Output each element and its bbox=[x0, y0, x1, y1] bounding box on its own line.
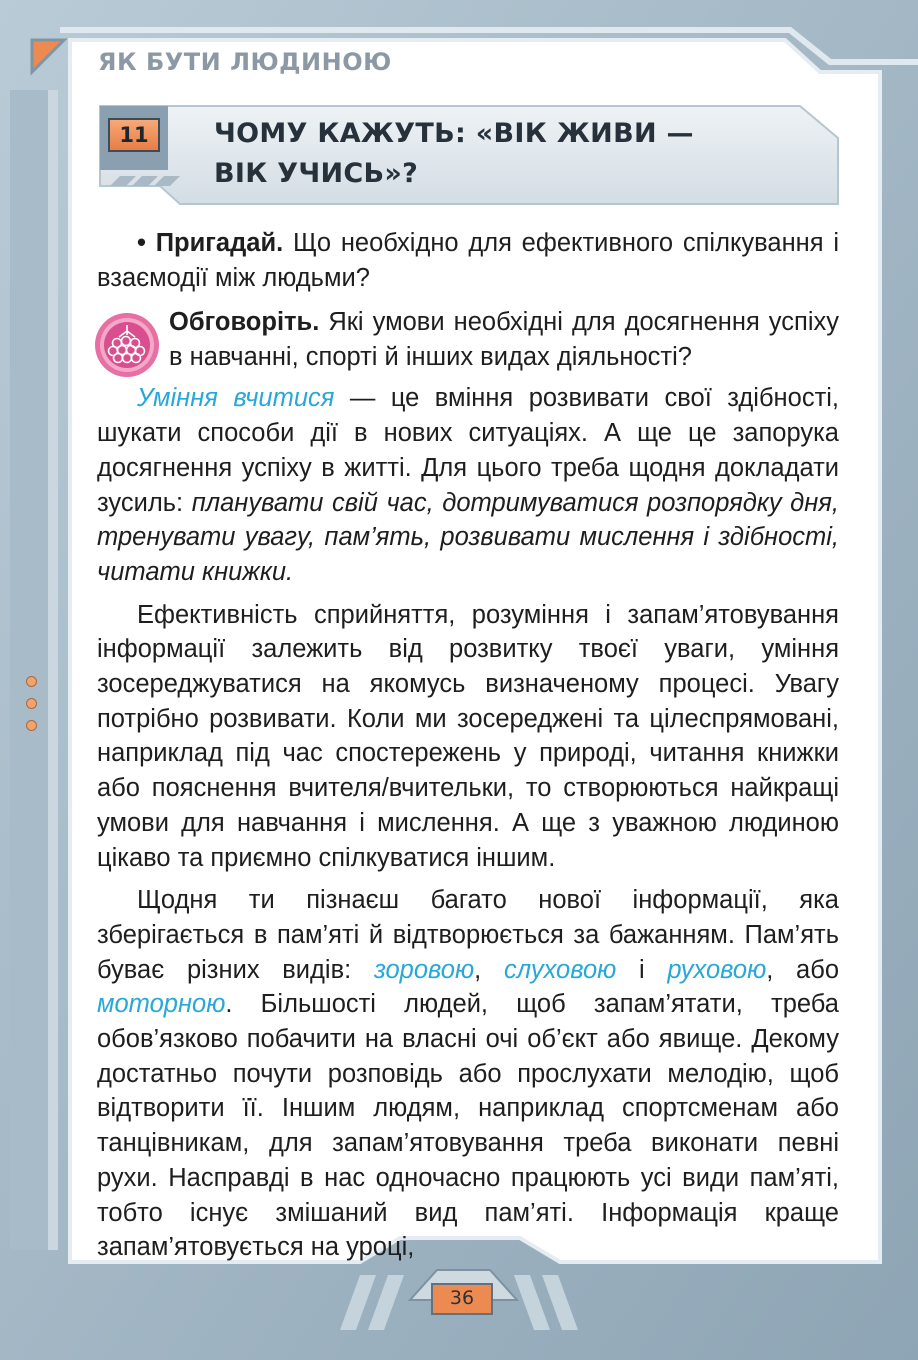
term-visual: зоровою bbox=[373, 955, 475, 984]
remember-text: Що необхідно для ефективного спілкування і взаємодії між людьми? bbox=[97, 229, 839, 292]
discuss-label: Обговоріть. bbox=[169, 308, 320, 337]
paragraph1-text: — це вміння розвивати свої здібності, шукати способи дії в нових ситуаціях. А ще це запорука досягнення успіху в житті. Для цього треба щодня докладати зусиль: bbox=[97, 384, 839, 517]
separator: , bbox=[474, 955, 504, 984]
paragraph-memory bbox=[97, 883, 839, 1265]
discuss-prompt bbox=[97, 305, 839, 379]
term-motion: руховою bbox=[667, 955, 767, 984]
decor-dot bbox=[26, 698, 37, 709]
remember-prompt bbox=[97, 226, 839, 295]
paragraph3-part2: . Більшості людей, щоб запам’ятати, треба обов’язково побачити на власні очі об’єкт або явище. Декому достатньо почути розповідь або прослухати мелодію, щоб відтворити її. Іншим людям, наприклад спортсменам або танцівникам, для запам’ятовування треба виконати певні рухи. Насправді в нас одночасно працюють усі види пам’яті, тобто існує змішаний вид пам’яті. Інформація краще запам’ятовується на уроці, bbox=[97, 990, 839, 1262]
page-number: 36 bbox=[449, 1287, 475, 1309]
lesson-title bbox=[214, 114, 814, 194]
lesson-number: 11 bbox=[108, 118, 160, 152]
lesson-content bbox=[97, 226, 839, 1265]
term-auditory: слуховою bbox=[503, 955, 617, 984]
paragraph1-italic: планувати свій час, дотримуватися розпорядку дня, тренувати увагу, пам’ять, розвивати мислення і здібності, читати книжки. bbox=[97, 488, 839, 586]
term-motor: моторною bbox=[97, 990, 226, 1019]
term-learning: Уміння вчитися bbox=[137, 384, 335, 413]
decor-dot bbox=[26, 676, 37, 687]
separator: , або bbox=[766, 955, 840, 984]
lesson-title-line1: ЧОМУ КАЖУТЬ: «ВІК ЖИВИ — bbox=[214, 118, 694, 149]
paragraph3-part1: Щодня ти пізнаєш багато нової інформації, яка зберігається в пам’яті й відтворюється за бажанням. Пам’ять буває різних видів: bbox=[97, 886, 839, 984]
section-title: ЯК БУТИ ЛЮДИНОЮ bbox=[98, 48, 392, 76]
bullet: • bbox=[137, 229, 146, 257]
separator: і bbox=[616, 955, 668, 984]
discuss-text: Які умови необхідні для досягнення успіху в навчанні, спорті й інших видах діяльності? bbox=[169, 308, 839, 372]
berries-icon bbox=[93, 311, 161, 379]
discuss-text-block bbox=[169, 305, 839, 374]
paragraph-attention: Ефективність сприйняття, розуміння і запам’ятовування інформації залежить від розвитку твоєї уваги, уміння зосереджуватися на якомусь визначеному процесі. Увагу потрібно розвивати. Коли ми зосереджені та цілеспрямовані, наприклад під час спостережень у природі, читання книжки або пояснення вчителя/вчительки, то створюються найкращі умови для навчання і мислення. А ще з уважною людиною цікаво та приємно спілкуватися іншим. bbox=[97, 600, 839, 872]
paragraph-learning bbox=[97, 381, 839, 589]
remember-label: Пригадай. bbox=[155, 229, 284, 257]
lesson-title-line2: ВІК УЧИСЬ»? bbox=[214, 158, 419, 189]
decor-dot bbox=[26, 720, 37, 731]
